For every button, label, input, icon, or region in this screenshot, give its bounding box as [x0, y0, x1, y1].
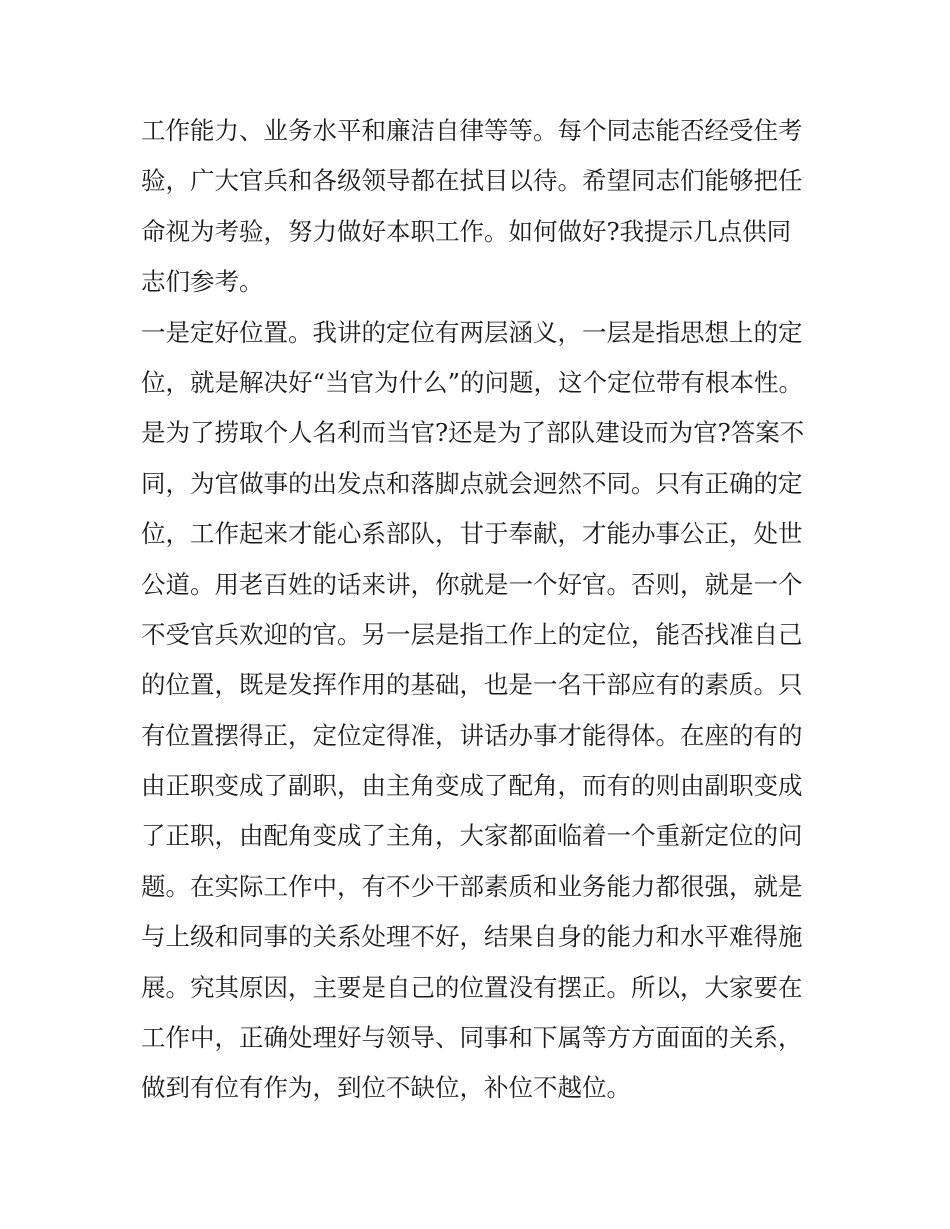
text-line: 做到有位有作为，到位不缺位，补位不越位。	[141, 1073, 631, 1103]
body-text	[141, 106, 821, 1114]
text-line: 位，工作起来才能心系部队，甘于奉献，才能办事公正，处世	[141, 519, 803, 549]
text-line: 同，为官做事的出发点和落脚点就会迥然不同。只有正确的定	[141, 468, 803, 498]
text-line: 的位置，既是发挥作用的基础，也是一名干部应有的素质。只	[141, 670, 803, 700]
text-line: 验，广大官兵和各级领导都在拭目以待。希望同志们能够把任	[141, 166, 803, 196]
text-line: 与上级和同事的关系处理不好，结果自身的能力和水平难得施	[141, 922, 803, 952]
text-line: 题。在实际工作中，有不少干部素质和业务能力都很强，就是	[141, 871, 803, 901]
text-line: 志们参考。	[141, 267, 264, 297]
text-line: 工作中，正确处理好与领导、同事和下属等方方面面的关系，	[141, 1023, 803, 1053]
text-line: 公道。用老百姓的话来讲，你就是一个好官。否则，就是一个	[141, 569, 803, 599]
text-line: 有位置摆得正，定位定得准，讲话办事才能得体。在座的有的	[141, 720, 803, 750]
text-line: 展。究其原因，主要是自己的位置没有摆正。所以，大家要在	[141, 972, 803, 1002]
text-line: 由正职变成了副职，由主角变成了配角，而有的则由副职变成	[141, 771, 803, 801]
text-line: 位，就是解决好“当官为什么”的问题，这个定位带有根本性。	[141, 367, 804, 397]
text-line: 一是定好位置。我讲的定位有两层涵义，一层是指思想上的定	[141, 317, 803, 347]
text-line: 是为了捞取个人名利而当官?还是为了部队建设而为官?答案不	[141, 418, 805, 448]
text-line: 命视为考验，努力做好本职工作。如何做好?我提示几点供同	[141, 216, 792, 246]
text-line: 工作能力、业务水平和廉洁自律等等。每个同志能否经受住考	[141, 116, 803, 145]
text-line: 了正职，由配角变成了主角，大家都面临着一个重新定位的问	[141, 821, 803, 851]
text-line: 不受官兵欢迎的官。另一层是指工作上的定位，能否找准自己	[141, 619, 803, 649]
